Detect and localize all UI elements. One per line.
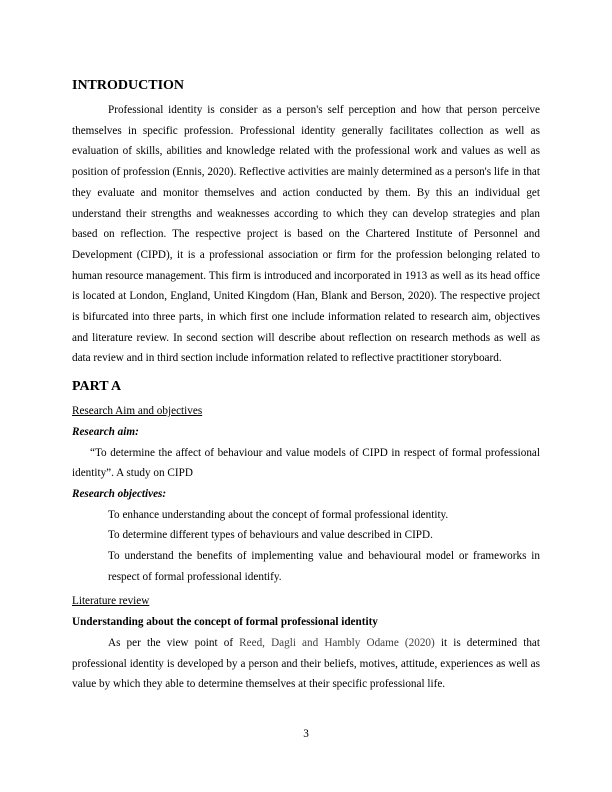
literature-text-rest: it is determined that professional identity is developed by a person and their beliefs, motives, attitude, experiences as well as value by which they able to determine themselves at their specific professional life.	[72, 636, 541, 691]
page-number: 3	[303, 728, 309, 740]
research-objectives-label: Research objectives:	[72, 487, 167, 500]
introduction-heading: INTRODUCTION	[72, 78, 185, 93]
literature-subheading: Understanding about the concept of formal professional identity	[72, 616, 378, 629]
literature-text-start: As per the view point of	[108, 636, 240, 649]
research-aims-title: Research Aim and objectives	[72, 405, 203, 418]
objective-item: To understand the benefits of implementing value and behavioural model or frameworks in respect of formal professional identify.	[108, 550, 540, 583]
literature-review-title: Literature review	[72, 595, 150, 608]
objective-item: To determine different types of behaviours and value described in CIPD.	[108, 529, 433, 542]
research-aim-label: Research aim:	[72, 425, 139, 438]
literature-citation: Reed, Dagli and Hambly Odame (2020)	[239, 636, 435, 649]
introduction-paragraph: Professional identity is consider as a person's self perception and how that person perceive themselves in specific profession. Professional identity generally facilitates collection as well as evaluation of skills, abilities and knowledge related with the professional work and values as well as position of profession (Ennis, 2020). Reflective activities are mainly determined as a person's life in that they evaluate and monitor themselves and action conducted by them. By this an individual get understand their strengths and weaknesses according to which they can develop strategies and plan based on reflection. The respective project is based on the Chartered Institute of Personnel and Development (CIPD), it is a professional association or firm for the profession belonging related to human resource management. This firm is introduced and incorporated in 1913 as well as its head office is located at London, England, United Kingdom (Han, Blank and Berson, 2020). The respective project is bifurcated into three parts, in which first one include information related to research aim, objectives and literature review. In second section will describe about reflection on research methods as well as data review and in third section include information related to reflective practitioner storyboard.	[72, 104, 540, 365]
page-content	[72, 76, 540, 695]
literature-paragraph	[72, 633, 540, 695]
research-aim-text: “To determine the affect of behaviour and value models of CIPD in respect of formal professional identity”. A study on CIPD	[72, 446, 540, 480]
objective-item: To enhance understanding about the concept of formal professional identity.	[108, 508, 449, 521]
part-a-heading: PART A	[72, 379, 122, 395]
research-objectives-list	[72, 505, 540, 588]
